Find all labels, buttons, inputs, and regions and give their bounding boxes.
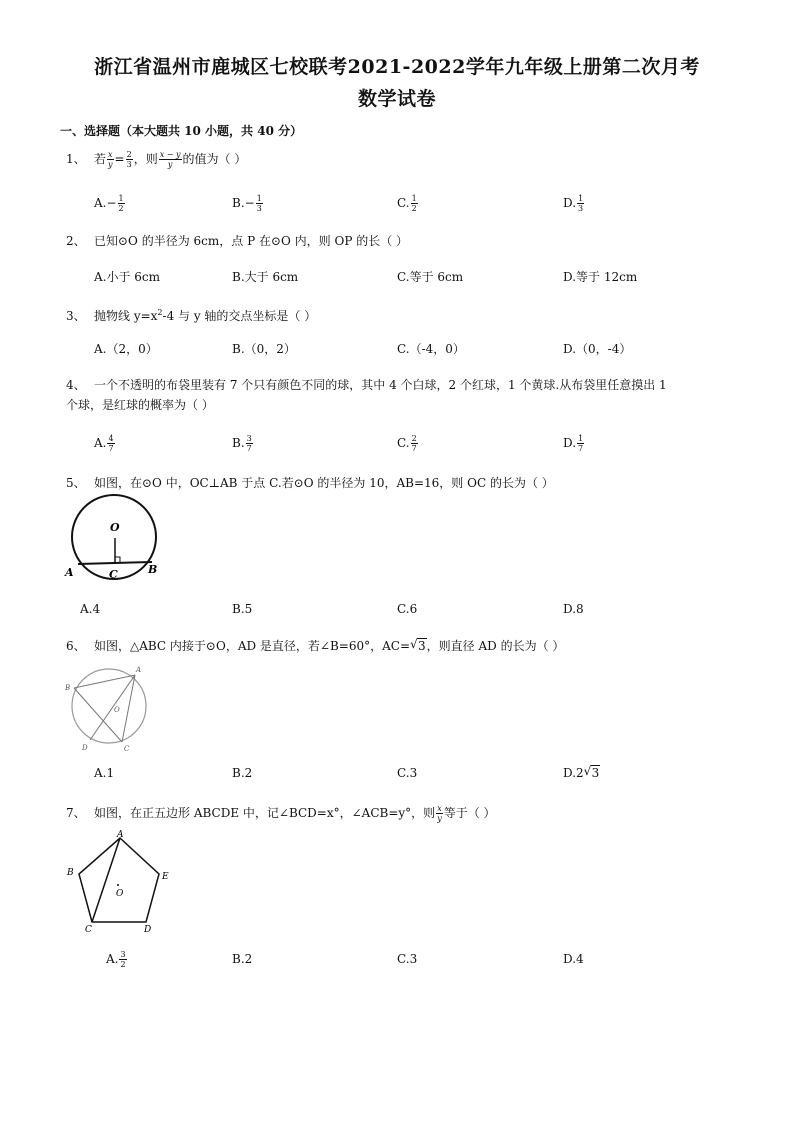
q2-option-b: B.大于 6cm (232, 270, 299, 284)
question-number: 2、 (66, 234, 86, 248)
section-heading: 一、选择题（本大题共 10 小题，共 40 分） (60, 124, 303, 138)
q6-option-a: A.1 (94, 766, 115, 780)
q3-option-a: A.（2，0） (94, 342, 158, 356)
question-7: 7、 如图，在正五边形 ABCDE 中，记∠BCD=x°，∠ACB=y°，则 $\frac{x}{y}$ 等于（ ） (66, 804, 496, 823)
sqrt-expression: √ 3 (410, 637, 426, 653)
q5-option-c: C.6 (397, 602, 418, 616)
q5-option-d: D.8 (563, 602, 584, 616)
label-c: C (109, 568, 118, 581)
exam-title-line1: 浙江省温州市鹿城区七校联考2021-2022学年九年级上册第二次月考 (94, 56, 700, 78)
label-c: C (85, 925, 92, 935)
question-number: 5、 (66, 476, 86, 490)
q4-option-d: D. $\frac{1}{7}$ (563, 434, 584, 453)
q4-option-c: C. $\frac{2}{7}$ (397, 434, 417, 453)
q2-option-c: C.等于 6cm (397, 270, 464, 284)
label-o: O (114, 706, 120, 714)
exam-title-line2: 数学试卷 (357, 88, 436, 110)
q6-option-c: C.3 (397, 766, 418, 780)
label-b: B (67, 868, 74, 878)
label-o: O (110, 521, 120, 534)
question-number: 3、 (66, 309, 86, 323)
fraction: $\frac{x}{y}$ (108, 150, 113, 169)
question-number: 6、 (66, 639, 86, 653)
q7-option-a: A. $\frac{3}{2}$ (106, 950, 126, 969)
label-o: O (116, 889, 124, 899)
question-2: 2、 已知⊙O 的半径为 6cm，点 P 在⊙O 内，则 OP 的长（ ） (66, 234, 409, 248)
q2-option-d: D.等于 12cm (563, 270, 638, 284)
q1-option-c: C. $\frac{1}{2}$ (397, 194, 417, 213)
q3-option-b: B.（0，2） (232, 342, 296, 356)
fraction: $\frac{2}{3}$ (126, 150, 132, 169)
q1-option-a: A.− $\frac{1}{2}$ (94, 194, 124, 213)
q3-option-d: D.（0，-4） (563, 342, 632, 356)
label-a: A (65, 566, 74, 579)
question-number: 4、 (66, 378, 86, 392)
question-3: 3、 抛物线 $y=x^2-4$ 与 y 轴的交点坐标是（ ） (66, 308, 317, 323)
q7-option-c: C.3 (397, 952, 418, 966)
q7-pentagon-figure (62, 828, 180, 938)
q4-option-b: B. $\frac{3}{7}$ (232, 434, 252, 453)
question-number: 7、 (66, 806, 86, 820)
q2-option-a: A.小于 6cm (94, 270, 161, 284)
label-d: D (82, 744, 88, 752)
q7-option-d: D.4 (563, 952, 584, 966)
q6-circle-figure (62, 660, 158, 752)
q6-option-b: B.2 (232, 766, 253, 780)
q4-option-a: A. $\frac{4}{7}$ (94, 434, 114, 453)
q5-circle-figure (62, 494, 174, 582)
question-5: 5、 如图，在⊙O 中，OC⊥AB 于点 C.若⊙O 的半径为 10，AB=16，则 OC 的长为（ ） (66, 476, 554, 490)
question-4-line2: 个球，是红球的概率为（ ） (66, 398, 214, 412)
question-number: 1、 (66, 152, 86, 166)
question-4: 4、 一个不透明的布袋里装有 7 个只有颜色不同的球，其中 4 个白球，2 个红球，1 个黄球.从布袋里任意摸出 1 (66, 378, 667, 392)
q7-option-b: B.2 (232, 952, 253, 966)
question-1: 1、 若 $\frac{x}{y}$ = $\frac{2}{3}$ ，则 $\frac{x - y}{y}$ 的值为（ ） (66, 150, 247, 169)
question-6: 6、 如图，△ABC 内接于⊙O，AD 是直径，若∠B=60°，AC= √ 3，则直径 AD 的长为（ ） (66, 637, 565, 653)
label-b: B (148, 563, 158, 576)
q3-option-c: C.（-4，0） (397, 342, 465, 356)
label-a: A (136, 666, 142, 674)
label-e: E (162, 872, 169, 882)
label-a: A (117, 830, 124, 840)
label-c: C (124, 745, 130, 752)
q5-option-b: B.5 (232, 602, 253, 616)
fraction: $\frac{x - y}{y}$ (159, 150, 181, 169)
q1-option-d: D. $\frac{1}{3}$ (563, 194, 584, 213)
fraction: $\frac{x}{y}$ (437, 804, 442, 823)
label-b: B (65, 684, 71, 692)
q1-option-b: B.− $\frac{1}{3}$ (232, 194, 262, 213)
label-d: D (144, 925, 152, 935)
q5-option-a: A.4 (80, 602, 101, 616)
q6-option-d: D.2 √ 3 (563, 764, 600, 780)
